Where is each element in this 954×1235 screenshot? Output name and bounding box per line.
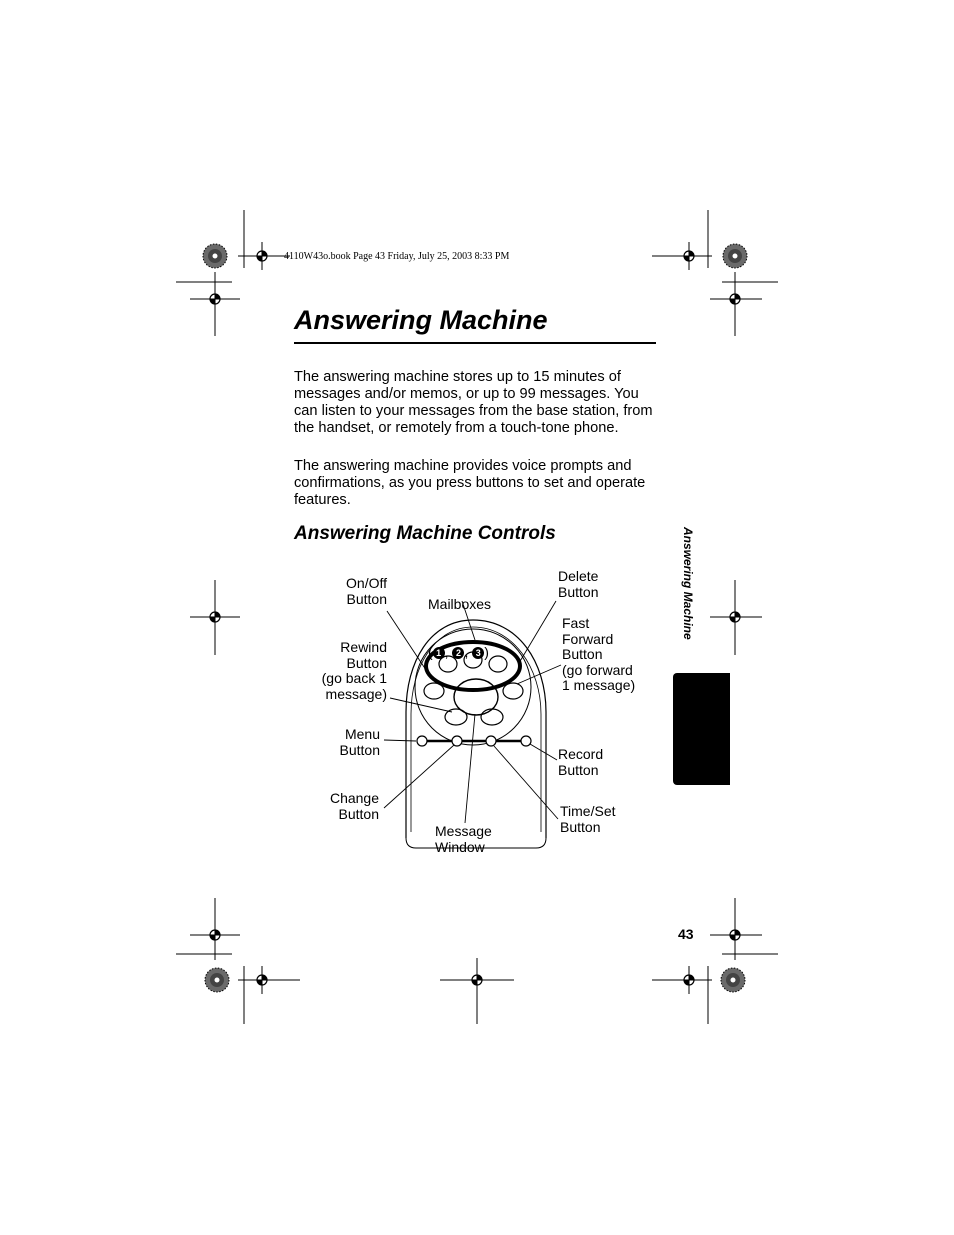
mailbox-number-2: 2 xyxy=(452,647,464,659)
change-button-shape xyxy=(452,736,462,746)
intro-paragraph-1: The answering machine stores up to 15 minutes of messages and/or memos, or up to 99 messages. You can listen to your messages from the base station, from the handset, or remotely from a touch-tone phone. xyxy=(294,369,653,436)
label-on-off-button: On/Off Button xyxy=(346,575,387,607)
mailbox-number-1: 1 xyxy=(433,647,445,659)
label-change-button: Change Button xyxy=(329,790,379,822)
registration-mark-top-left xyxy=(176,210,290,336)
title-rule xyxy=(294,342,656,344)
section-title: Answering Machine Controls xyxy=(294,523,556,544)
rewind-button-shape xyxy=(424,683,444,699)
fast-forward-button-shape xyxy=(503,683,523,699)
page-number: 43 xyxy=(678,926,694,942)
time-set-button-shape xyxy=(486,736,496,746)
label-menu-button: Menu Button xyxy=(339,726,380,758)
side-tab-block xyxy=(673,673,730,785)
registration-mark-mid-right xyxy=(710,580,762,655)
label-time-set-button: Time/Set Button xyxy=(560,803,616,835)
record-button-shape xyxy=(521,736,531,746)
label-fast-forward-button: Fast Forward Button (go forward 1 message) xyxy=(562,615,636,694)
label-rewind-button: Rewind Button (go back 1 message) xyxy=(321,639,387,702)
side-tab-label-text: Answering Machine xyxy=(681,527,695,640)
mailbox-button-3 xyxy=(489,656,507,672)
label-mailboxes xyxy=(428,566,491,676)
menu-button-shape xyxy=(417,736,427,746)
registration-mark-bottom-right xyxy=(652,898,778,1024)
label-record-button: Record Button xyxy=(558,746,604,778)
registration-mark-mid-left xyxy=(190,580,240,655)
label-delete-button: Delete Button xyxy=(558,568,599,600)
print-header: 4110W43o.book Page 43 Friday, July 25, 2003 8:33 PM xyxy=(284,251,510,262)
lower-right-button-shape xyxy=(481,709,503,725)
side-tab-label xyxy=(681,527,695,662)
registration-mark-bottom-left xyxy=(176,898,300,1024)
page-title: Answering Machine xyxy=(294,305,548,335)
mailbox-number-3: 3 xyxy=(472,647,484,659)
label-mailboxes-text: Mailboxes xyxy=(428,596,492,613)
registration-mark-top-right xyxy=(652,210,778,336)
label-mailboxes-numbers: ( 1 , 2 , 3 ) xyxy=(428,643,489,660)
registration-mark-bottom-center xyxy=(440,958,514,1024)
intro-paragraph-2: The answering machine provides voice prompts and confirmations, as you press buttons to set and operate features. xyxy=(294,458,646,508)
label-message-window: Message Window xyxy=(435,823,492,855)
